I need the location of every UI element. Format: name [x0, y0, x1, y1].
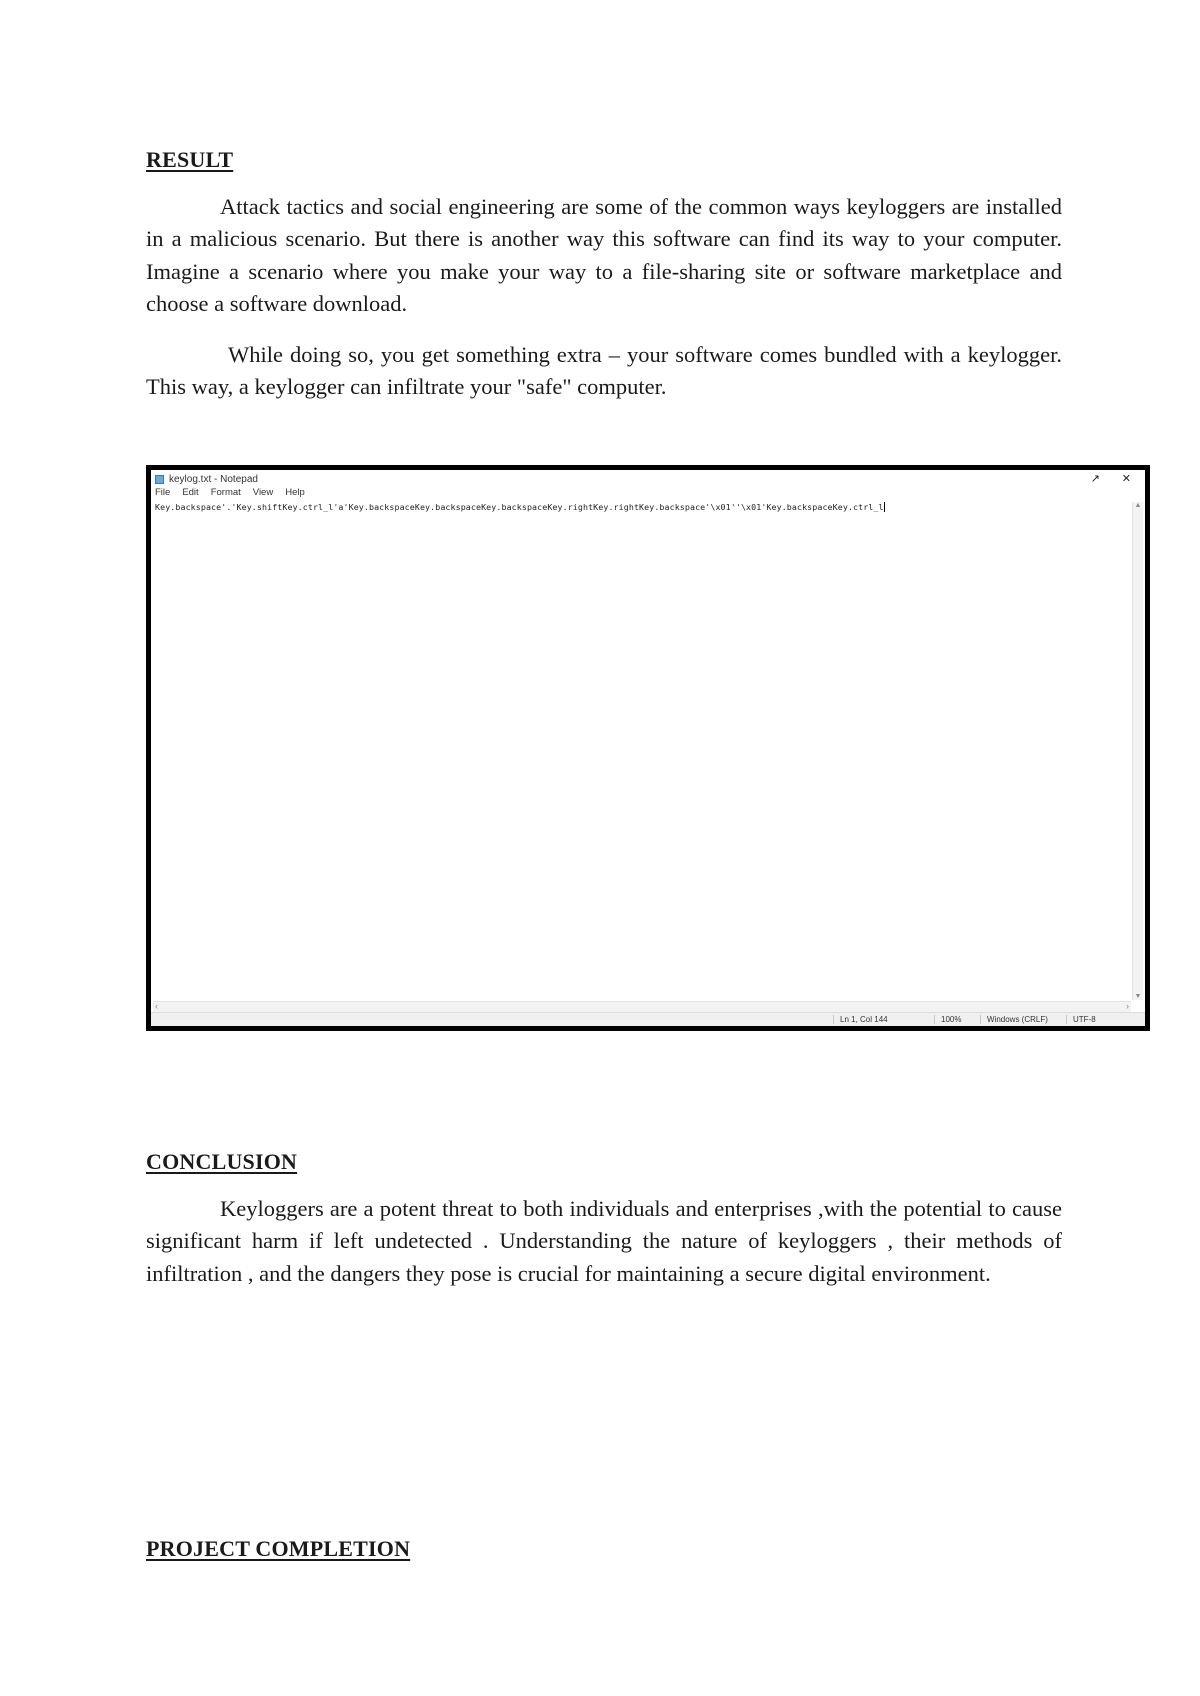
menu-help[interactable]: Help	[285, 487, 305, 498]
conclusion-heading: CONCLUSION	[146, 1149, 298, 1174]
result-heading: RESULT	[146, 147, 234, 172]
notepad-status-bar	[151, 1012, 1145, 1026]
conclusion-paragraph: Keyloggers are a potent threat to both individuals and enterprises ,with the potential to cause significant harm if left undetected . Understanding the nature of keyloggers , their methods of infiltration , and the dangers they pose is crucial for maintaining a secure digital environment.	[146, 1196, 1062, 1286]
menu-view[interactable]: View	[252, 487, 274, 498]
close-icon[interactable]: ✕	[1121, 473, 1131, 485]
horizontal-scrollbar[interactable]	[153, 1001, 1131, 1012]
menu-edit[interactable]: Edit	[182, 487, 199, 498]
notepad-title-bar	[155, 472, 1141, 486]
scroll-down-icon[interactable]: ▼	[1134, 993, 1142, 1000]
status-zoom: 100%	[934, 1015, 961, 1024]
notepad-menu-bar	[155, 487, 305, 500]
result-paragraph-1: Attack tactics and social engineering are some of the common ways keyloggers are installed in a malicious scenario. But there is another way this software can find its way to your computer. Imagine a scenario where you make your way to a file-sharing site or software marketplace and choose a software download.	[146, 194, 1062, 316]
notepad-content: Key.backspace'.'Key.shiftKey.ctrl_l'a'Key.backspaceKey.backspaceKey.backspaceKey.rightKey.rightKey.backspace'\x01''\x01'Key.backspaceKey.ctrl_l	[155, 502, 884, 512]
project-completion-heading: PROJECT COMPLETION	[146, 1536, 411, 1561]
scroll-right-icon[interactable]: ›	[1126, 1001, 1129, 1011]
notepad-window-title: keylog.txt - Notepad	[169, 473, 258, 485]
status-cursor-position: Ln 1, Col 144	[833, 1015, 888, 1024]
notepad-app-icon	[155, 475, 164, 484]
notepad-text-area[interactable]	[155, 502, 1131, 1000]
result-paragraph-2: While doing so, you get something extra – your software comes bundled with a keylogger. This way, a keylogger can infiltrate your "safe" computer.	[146, 342, 1062, 400]
text-caret	[884, 502, 885, 512]
status-encoding: UTF-8	[1066, 1015, 1096, 1024]
vertical-scrollbar[interactable]	[1132, 502, 1143, 1000]
notepad-screenshot	[146, 465, 1150, 1031]
scroll-up-icon[interactable]: ▲	[1134, 502, 1142, 509]
status-line-ending: Windows (CRLF)	[980, 1015, 1048, 1024]
scroll-left-icon[interactable]: ‹	[155, 1001, 158, 1011]
maximize-icon[interactable]: ↗	[1090, 473, 1100, 485]
menu-format[interactable]: Format	[210, 487, 241, 498]
menu-file[interactable]: File	[155, 487, 171, 498]
